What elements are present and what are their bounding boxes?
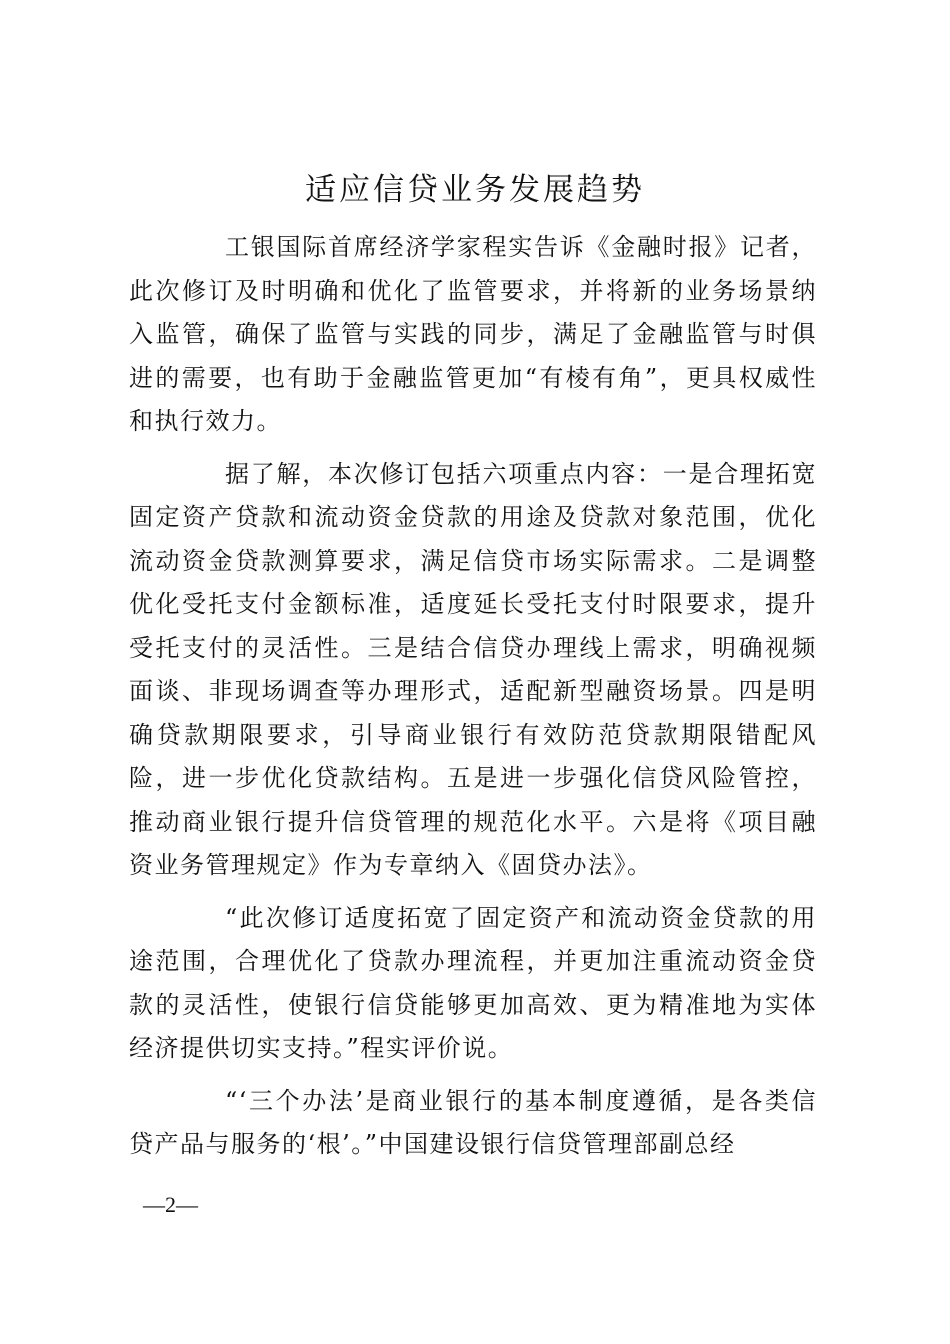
page-number: —2— xyxy=(143,1192,198,1217)
paragraph-1: 工银国际首席经济学家程实告诉《金融时报》记者，此次修订及时明确和优化了监管要求，并将新的业务场景纳入监管，确保了监管与实践的同步，满足了金融监管与时俱进的需要，也有助于金融监管更加“有棱有角”，更具权威性和执行效力。 xyxy=(129,233,817,435)
paragraph-2: 据了解，本次修订包括六项重点内容：一是合理拓宽固定资产贷款和流动资金贷款的用途及贷款对象范围，优化流动资金贷款测算要求，满足信贷市场实际需求。二是调整优化受托支付金额标准，适度延长受托支付时限要求，提升受托支付的灵活性。三是结合信贷办理线上需求，明确视频面谈、非现场调查等办理形式，适配新型融资场景。四是明确贷款期限要求，引导商业银行有效防范贷款期限错配风险，进一步优化贷款结构。五是进一步强化信贷风险管控，推动商业银行提升信贷管理的规范化水平。六是将《项目融资业务管理规定》作为专章纳入《固贷办法》。 xyxy=(129,459,817,879)
paragraph-4: “‘三个办法’是商业银行的基本制度遵循，是各类信贷产品与服务的‘根’。”中国建设银行信贷管理部副总经 xyxy=(129,1086,817,1158)
document-title: 适应信贷业务发展趋势 xyxy=(305,172,645,208)
document-body xyxy=(129,226,817,1176)
paragraph-3: “此次修订适度拓宽了固定资产和流动资金贷款的用途范围，合理优化了贷款办理流程，并更加注重流动资金贷款的灵活性，使银行信贷能够更加高效、更为精准地为实体经济提供切实支持。”程实评价说。 xyxy=(129,903,817,1062)
